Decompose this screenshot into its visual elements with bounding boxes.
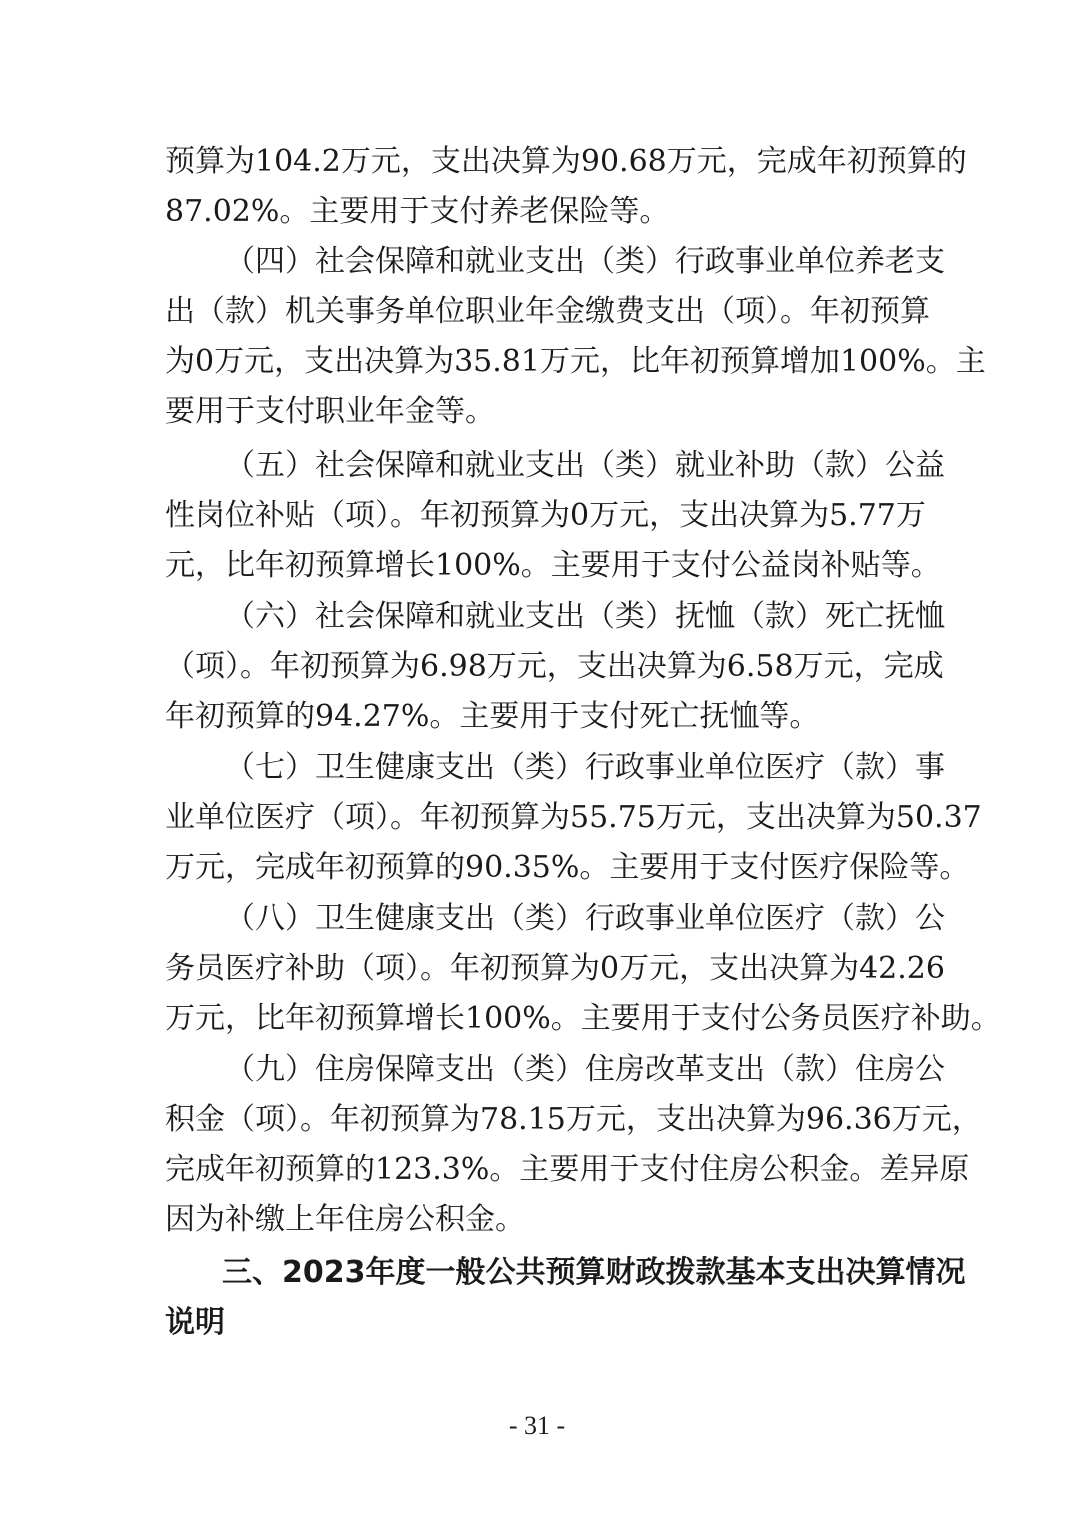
paragraph-line: 87.02%。主要用于支付养老保险等。 [165, 194, 670, 229]
paragraph-line: （六）社会保障和就业支出（类）抚恤（款）死亡抚恤 [225, 599, 945, 634]
paragraph-line: 出（款）机关事务单位职业年金缴费支出（项）。年初预算 [165, 294, 930, 329]
paragraph-line: 因为补缴上年住房公积金。 [165, 1202, 525, 1237]
paragraph-line: 务员医疗补助（项）。年初预算为0万元，支出决算为42.26 [165, 951, 945, 986]
section-heading: 三、2023年度一般公共预算财政拨款基本支出决算情况 [222, 1255, 966, 1290]
paragraph-line: 积金（项）。年初预算为78.15万元，支出决算为96.36万元， [165, 1102, 982, 1137]
paragraph-line: （九）住房保障支出（类）住房改革支出（款）住房公 [225, 1052, 945, 1087]
paragraph-line: 为0万元，支出决算为35.81万元，比年初预算增加100%。主 [165, 344, 986, 379]
paragraph-line: （八）卫生健康支出（类）行政事业单位医疗（款）公 [225, 901, 945, 936]
paragraph-line: （项）。年初预算为6.98万元，支出决算为6.58万元，完成 [165, 649, 944, 684]
paragraph-line: （四）社会保障和就业支出（类）行政事业单位养老支 [225, 244, 945, 279]
page-number: - 31 - [508, 1411, 566, 1440]
paragraph-line: （五）社会保障和就业支出（类）就业补助（款）公益 [225, 448, 945, 483]
paragraph-line: 完成年初预算的123.3%。主要用于支付住房公积金。差异原 [165, 1152, 970, 1187]
paragraph-line: 年初预算的94.27%。主要用于支付死亡抚恤等。 [165, 699, 820, 734]
paragraph-line: 万元，比年初预算增长100%。主要用于支付公务员医疗补助。 [165, 1001, 1001, 1036]
section-heading-continuation: 说明 [165, 1305, 225, 1340]
paragraph-line: 要用于支付职业年金等。 [165, 394, 495, 429]
paragraph-line: 业单位医疗（项）。年初预算为55.75万元，支出决算为50.37 [165, 800, 982, 835]
paragraph-line: 万元，完成年初预算的90.35%。主要用于支付医疗保险等。 [165, 850, 970, 885]
paragraph-line: 元，比年初预算增长100%。主要用于支付公益岗补贴等。 [165, 548, 941, 583]
paragraph-line: （七）卫生健康支出（类）行政事业单位医疗（款）事 [225, 750, 945, 785]
paragraph-line: 预算为104.2万元，支出决算为90.68万元，完成年初预算的 [165, 144, 967, 179]
paragraph-line: 性岗位补贴（项）。年初预算为0万元，支出决算为5.77万 [165, 498, 926, 533]
